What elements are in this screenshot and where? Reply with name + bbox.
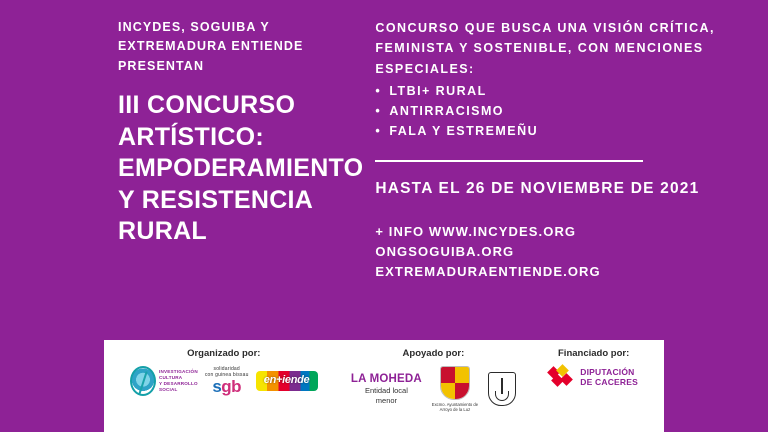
- page-title: III CONCURSO ARTÍSTICO: EMPODERAMIENTO Y RESISTENCIA RURAL: [118, 91, 364, 246]
- sgb-acronym: [212, 378, 241, 395]
- diputacion-line-1: DIPUTACIÓN: [580, 367, 635, 378]
- presenters-text: INCYDES, SOGUIBA Y EXTREMADURA ENTIENDE PRESENTAN: [118, 20, 304, 73]
- logo-row: [351, 366, 516, 412]
- special-mentions-list: [375, 81, 750, 142]
- diputacion-logo-text: [580, 368, 638, 388]
- sponsor-group-funders: [549, 348, 638, 390]
- shield-icon: [488, 372, 516, 406]
- la-moheda-title: LA MOHEDA: [350, 372, 422, 385]
- incydes-logo-line-4: SOCIAL: [159, 387, 178, 393]
- sgb-acronym-s: s: [212, 376, 222, 396]
- incydes-logo: [130, 366, 198, 396]
- sponsor-group-supporters: [351, 348, 516, 412]
- la-moheda-subtitle-1: Entidad local: [364, 385, 408, 395]
- divider: [375, 160, 643, 162]
- extremadura-entiende-logo: [256, 371, 318, 392]
- diamonds-icon: [549, 366, 575, 390]
- logo-row: [549, 366, 638, 390]
- coat-of-arms-icon: [440, 366, 470, 400]
- entiende-logo-text: en+iende: [263, 373, 310, 386]
- sponsor-group-label: Organizado por:: [187, 348, 261, 359]
- contest-description: CONCURSO QUE BUSCA UNA VISIÓN CRÍTICA, FEMINISTA Y SOSTENIBLE, CON MENCIONES ESPECIALES:: [375, 21, 715, 76]
- list-item: • LTBI+ RURAL: [375, 81, 750, 101]
- ayuntamiento-arroyo-de-la-luz-logo: [429, 366, 481, 412]
- sgb-logo: [205, 367, 249, 395]
- sponsor-group-label: Apoyado por:: [402, 348, 465, 359]
- info-line-website-1: + INFO WWW.INCYDES.ORG: [375, 223, 577, 239]
- diputacion-line-2: DE CACERES: [580, 377, 638, 387]
- incydes-logo-line-1: INVESTIGACIÓN: [159, 368, 198, 374]
- logo-row: [130, 366, 318, 396]
- sgb-tagline-1: solidaridad: [213, 366, 240, 373]
- incydes-logo-line-2: CULTURA: [159, 374, 183, 380]
- ayuntamiento-caption: Excmo. Ayuntamiento de Arroyo de la Luz: [431, 402, 479, 413]
- deadline-text: HASTA EL 26 DE NOVIEMBRE DE 2021: [375, 179, 700, 197]
- sponsor-group-organizers: [130, 348, 318, 396]
- globe-icon: [130, 366, 156, 396]
- ayuntamiento-shield-logo: [488, 372, 516, 406]
- la-moheda-subtitle-2: menor: [375, 396, 398, 406]
- list-item: • FALA Y ESTREMEÑU: [375, 121, 750, 141]
- diputacion-de-caceres-logo: [549, 366, 638, 390]
- info-line-website-2: ONGSOGUIBA.ORG: [375, 244, 515, 260]
- incydes-logo-line-3: Y DESARROLLO: [159, 381, 198, 386]
- sponsors-band: [104, 340, 664, 432]
- info-line-website-3: EXTREMADURAENTIENDE.ORG: [375, 264, 601, 280]
- list-item: • ANTIRRACISMO: [375, 101, 750, 121]
- sgb-acronym-gb: gb: [221, 376, 242, 396]
- la-moheda-logo: [351, 373, 422, 406]
- incydes-logo-text: [159, 369, 198, 393]
- info-block: [375, 222, 750, 282]
- sgb-tagline-2: con guinea bissau: [204, 371, 249, 378]
- sponsor-group-label: Financiado por:: [558, 348, 630, 359]
